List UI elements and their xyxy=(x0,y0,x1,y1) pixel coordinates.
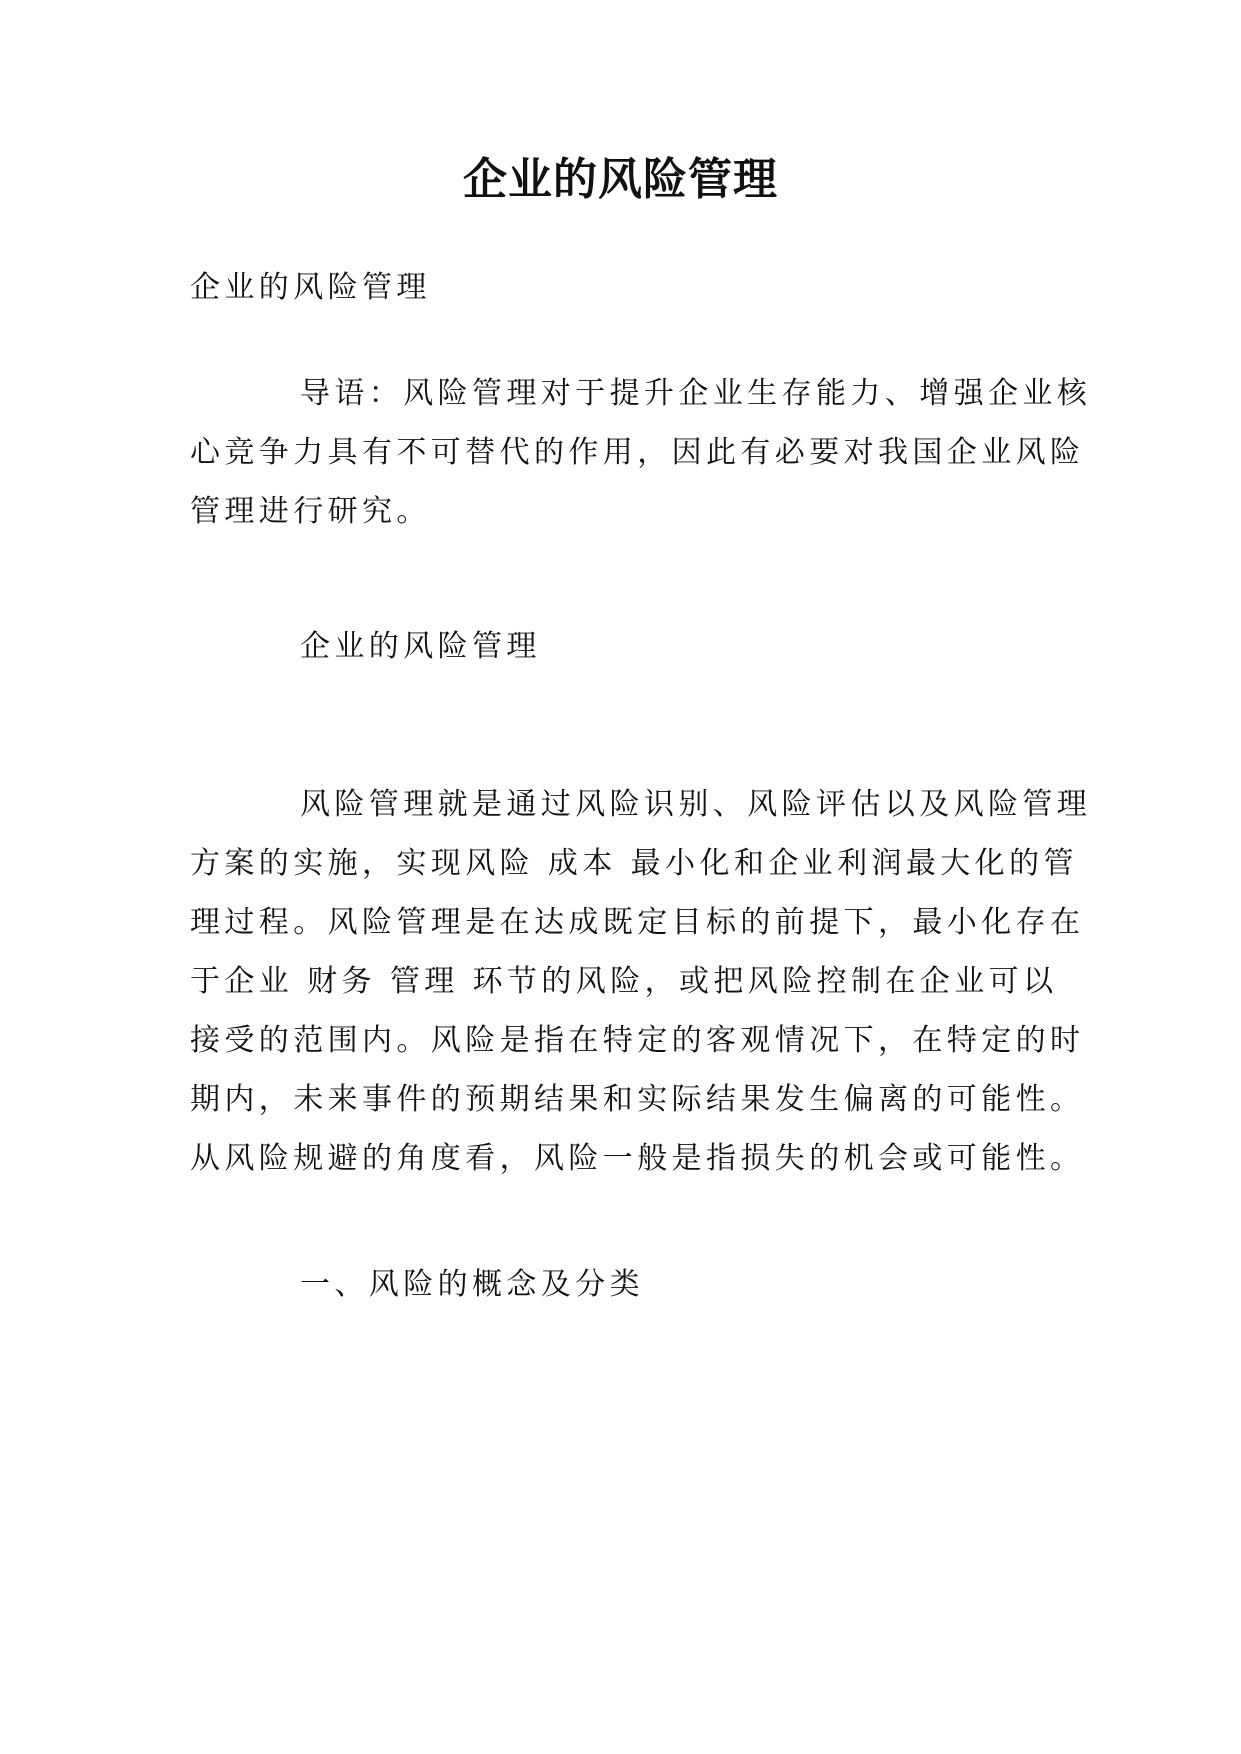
subtitle-text: 企业的风险管理 xyxy=(190,270,431,305)
section-heading-text: 企业的风险管理 xyxy=(300,629,541,664)
body-paragraph xyxy=(190,775,1092,1188)
body-line: 期内，未来事件的预期结果和实际结果发生偏离的可能性。 xyxy=(190,1082,1085,1117)
section-heading xyxy=(190,617,1080,676)
intro-line: 心竞争力具有不可替代的作用，因此有必要对我国企业风险 xyxy=(190,435,1085,470)
chapter-heading-text: 一、风险的概念及分类 xyxy=(300,1267,644,1302)
chapter-heading xyxy=(190,1255,1080,1314)
body-line: 接受的范围内。风险是指在特定的客观情况下，在特定的时 xyxy=(190,1023,1085,1058)
body-line: 从风险规避的角度看，风险一般是指损失的机会或可能性。 xyxy=(190,1141,1085,1176)
body-line: 于企业 财务 管理 环节的风险，或把风险控制在企业可以 xyxy=(190,964,1058,999)
intro-line: 导语：风险管理对于提升企业生存能力、增强企业核 xyxy=(300,376,1092,411)
intro-line: 管理进行研究。 xyxy=(190,494,431,529)
intro-paragraph xyxy=(190,364,1092,541)
body-line: 方案的实施，实现风险 成本 最小化和企业利润最大化的管 xyxy=(190,846,1078,881)
subtitle xyxy=(190,258,1080,317)
body-line: 理过程。风险管理是在达成既定目标的前提下，最小化存在 xyxy=(190,905,1085,940)
body-line: 风险管理就是通过风险识别、风险评估以及风险管理 xyxy=(300,787,1092,822)
page-title: 企业的风险管理 xyxy=(463,154,778,205)
